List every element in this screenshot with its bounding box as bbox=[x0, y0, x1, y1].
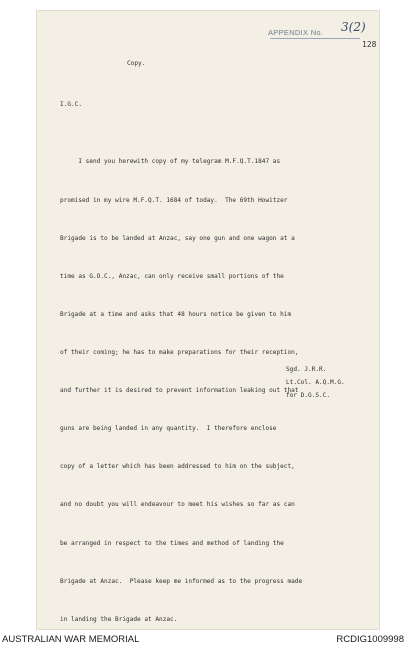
body-line: guns are being landed in any quantity. I therefore enclose bbox=[60, 425, 277, 433]
appendix-number: 3(2) bbox=[341, 20, 366, 34]
body-line: Brigade at Anzac. Please keep me informed as to the progress made bbox=[60, 577, 303, 585]
footer-institution: AUSTRALIAN WAR MEMORIAL bbox=[2, 634, 140, 645]
signature-for: for D.G.S.C. bbox=[286, 392, 331, 399]
footer-record-id: RCDIG1009998 bbox=[336, 634, 404, 645]
addressee: I.G.C. bbox=[60, 101, 83, 108]
body-line: be arranged in respect to the times and method of landing the bbox=[60, 539, 284, 547]
body-line: time as G.O.C., Anzac, can only receive small portions of the bbox=[60, 272, 284, 280]
signature-line: Sgd. J.R.R. bbox=[286, 366, 327, 373]
body-line: Brigade is to be landed at Anzac, say one gun and one wagon at a bbox=[60, 234, 295, 242]
appendix-stamp: APPENDIX No. bbox=[268, 28, 324, 37]
body-line: copy of a letter which has been addressed to him on the subject, bbox=[60, 463, 295, 471]
body-line: promised in my wire M.F.Q.T. 1684 of today. The 69th Howitzer bbox=[60, 196, 288, 204]
body-line: and further it is desired to prevent information leaking out that bbox=[60, 387, 299, 395]
body-line: and no doubt you will endeavour to meet his wishes so far as can bbox=[60, 501, 295, 509]
body-line: of their coming; he has to make preparations for their reception, bbox=[60, 348, 299, 356]
copy-label: Copy. bbox=[127, 60, 146, 67]
appendix-stamp-underline bbox=[270, 38, 360, 39]
body-line: Brigade at a time and asks that 48 hours notice be given to him bbox=[60, 310, 292, 318]
letter-body bbox=[60, 131, 302, 652]
body-line: in landing the Brigade at Anzac. bbox=[60, 615, 178, 623]
body-line: I send you herewith copy of my telegram M.F.Q.T.1847 as bbox=[60, 158, 281, 166]
signature-rank: Lt.Col. A.Q.M.G. bbox=[286, 379, 345, 386]
page-number: 128 bbox=[362, 40, 377, 49]
